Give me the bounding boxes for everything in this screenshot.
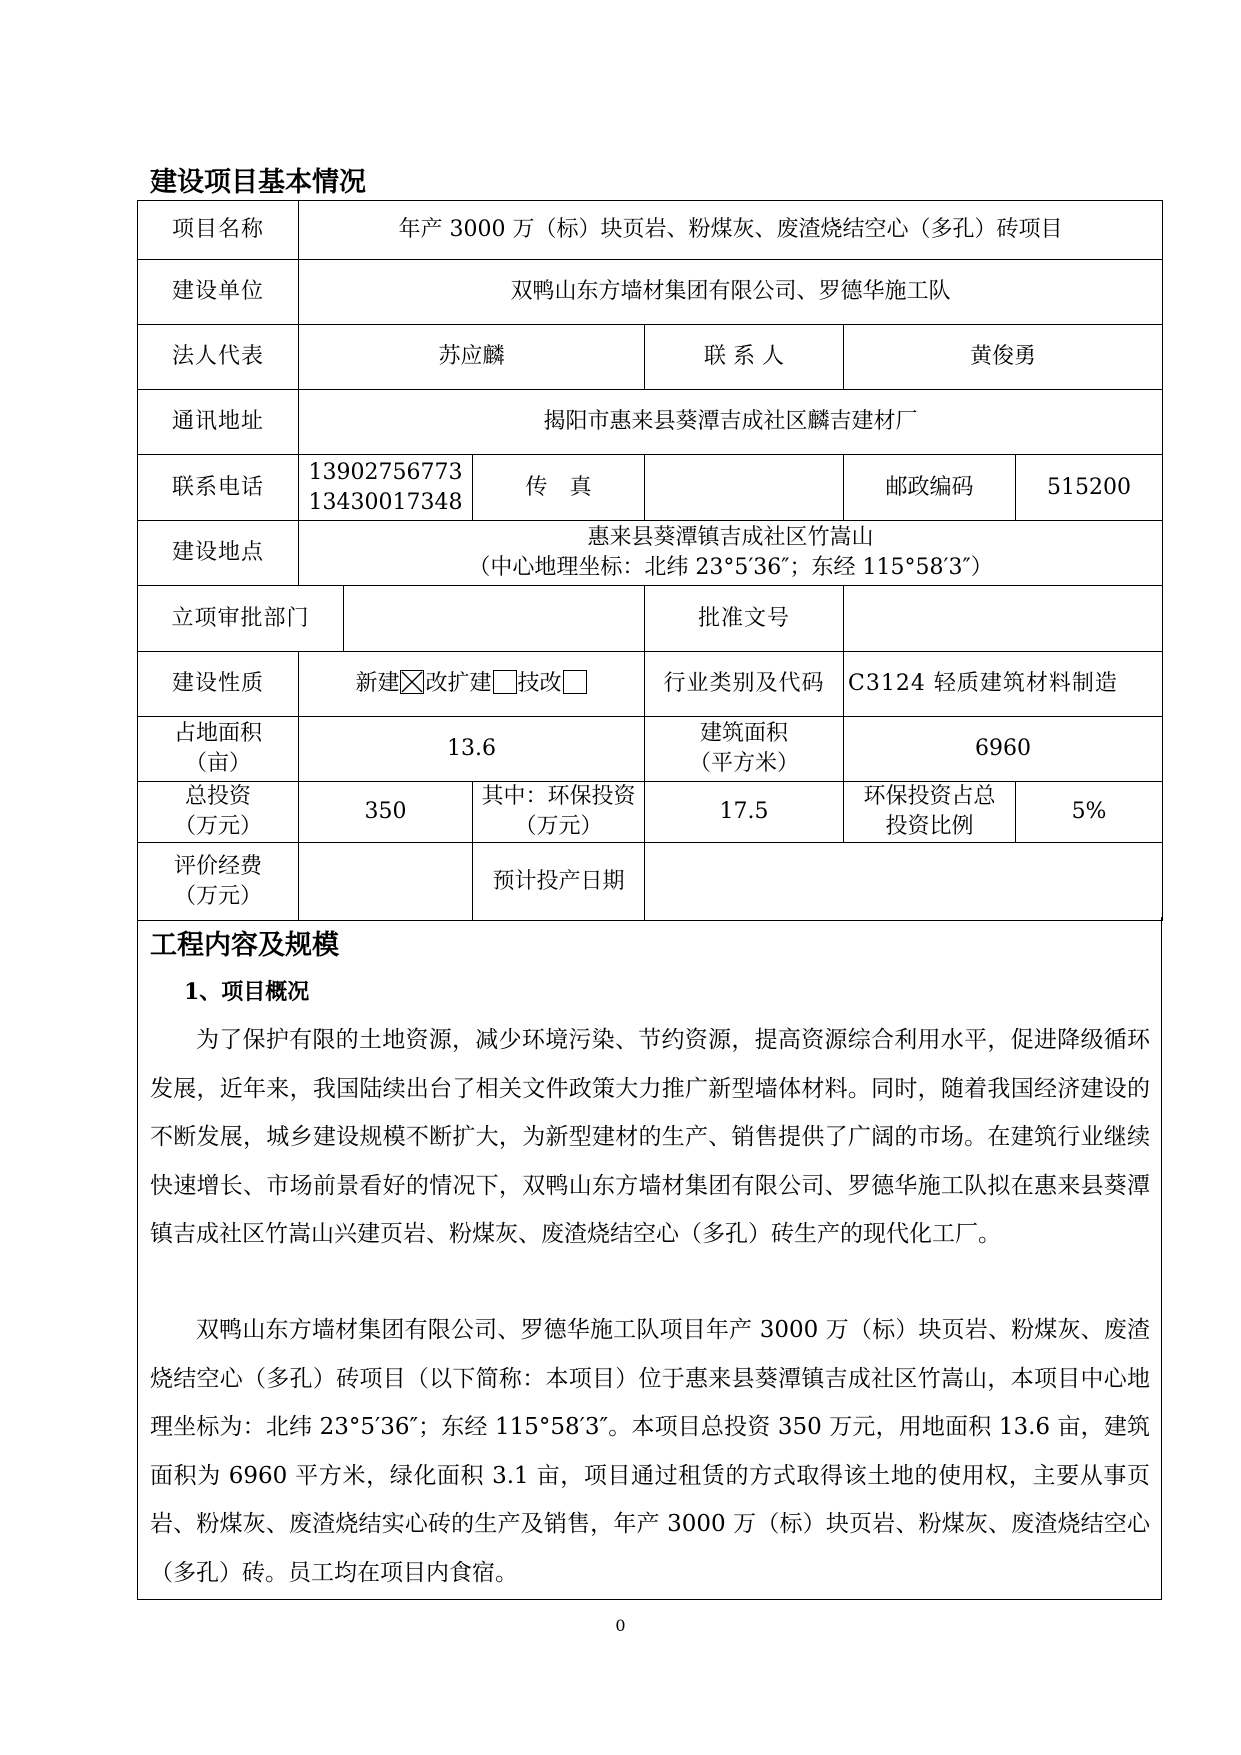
fax-value: [645, 455, 844, 521]
nature-label: 建设性质: [138, 652, 299, 717]
content-subtitle: 1、项目概况: [184, 979, 310, 1005]
prod-date-value: [645, 843, 1163, 921]
project-name-value: 年产 3000 万（标）块页岩、粉煤灰、废渣烧结空心（多孔）砖项目: [299, 201, 1163, 260]
nature-options: [299, 652, 645, 717]
env-invest-label-1: 其中：环保投资: [481, 784, 636, 809]
env-invest-value: 17.5: [645, 782, 844, 843]
land-area-label-1: 占地面积: [173, 721, 262, 746]
land-area-label-2: （亩）: [184, 751, 251, 776]
env-ratio-label-2: 投资比例: [885, 814, 974, 839]
invest-label: [138, 782, 299, 843]
phone-1: 13902756773: [308, 459, 463, 485]
industry-label: 行业类别及代码: [645, 652, 844, 717]
env-ratio-label-1: 环保投资占总: [863, 784, 996, 809]
overview-paragraph-2: 双鸭山东方墙材集团有限公司、罗德华施工队项目年产 3000 万（标）块页岩、粉煤灰、废渣烧结空心（多孔）砖项目（以下简称：本项目）位于惠来县葵潭镇吉成社区竹嵩山，本项目中心地理坐标为：北纬 23°5′36″；东经 115°58′3″。本项目总投资 350 万元，用地面积 13.6 亩，建筑面积为 6960 平方米，绿化面积 3.1 亩，项目通过租赁的方式取得该土地的使用权，主要从事页岩、粉煤灰、废渣烧结实心砖的生产及销售，年产 3000 万（标）块页岩、粉煤灰、废渣烧结空心（多孔）砖。员工均在项目内食宿。: [150, 1317, 1150, 1586]
fax-label: 传 真: [473, 455, 645, 521]
floor-area-label: [645, 717, 844, 782]
content-title: 工程内容及规模: [150, 930, 339, 961]
overview-paragraph-1: 为了保护有限的土地资源，减少环境污染、节约资源，提高资源综合利用水平，促进降级循环发展，近年来，我国陆续出台了相关文件政策大力推广新型墙体材料。同时，随着我国经济建设的不断发展，城乡建设规模不断扩大，为新型建材的生产、销售提供了广阔的市场。在建筑行业继续快速增长、市场前景看好的情况下，双鸭山东方墙材集团有限公司、罗德华施工队拟在惠来县葵潭镇吉成社区竹嵩山兴建页岩、粉煤灰、废渣烧结空心（多孔）砖生产的现代化工厂。: [150, 1027, 1150, 1247]
eval-fee-label: [138, 843, 299, 921]
approval-dept-value: [344, 586, 645, 652]
approval-no-value: [844, 586, 1163, 652]
invest-label-1: 总投资: [184, 784, 251, 809]
contact-label: 联 系 人: [645, 325, 844, 390]
legal-rep-label: 法人代表: [138, 325, 299, 390]
nature-expand-label: 改扩建: [425, 671, 492, 696]
approval-dept-label: 立项审批部门: [138, 586, 344, 652]
env-ratio-value: 5%: [1016, 782, 1163, 843]
phone-value: [299, 455, 473, 521]
approval-no-label: 批准文号: [645, 586, 844, 652]
invest-label-2: （万元）: [173, 814, 262, 839]
site-value: [299, 521, 1163, 586]
legal-rep-value: 苏应麟: [299, 325, 645, 390]
checked-x-icon: [401, 671, 423, 693]
env-ratio-label: [844, 782, 1016, 843]
page-number: 0: [615, 1616, 626, 1635]
site-line-1: 惠来县葵潭镇吉成社区竹嵩山: [587, 525, 874, 550]
address-label: 通讯地址: [138, 390, 299, 455]
builder-label: 建设单位: [138, 260, 299, 325]
builder-value: 双鸭山东方墙材集团有限公司、罗德华施工队: [299, 260, 1163, 325]
address-value: 揭阳市惠来县葵潭吉成社区麟吉建材厂: [299, 390, 1163, 455]
eval-fee-label-1: 评价经费: [173, 853, 262, 879]
floor-area-label-1: 建筑面积: [699, 721, 788, 746]
postcode-label: 邮政编码: [844, 455, 1016, 521]
env-invest-label-2: （万元）: [514, 814, 603, 839]
phone-label: 联系电话: [138, 455, 299, 521]
section-title: 建设项目基本情况: [150, 167, 366, 198]
nature-tech-label: 技改: [517, 671, 562, 696]
project-info-table: [137, 200, 1163, 921]
nature-expand-checkbox[interactable]: [493, 670, 517, 694]
site-line-2: （中心地理坐标：北纬 23°5′36″；东经 115°58′3″）: [468, 555, 993, 580]
project-name-label: 项目名称: [138, 201, 299, 260]
site-label: 建设地点: [138, 521, 299, 586]
nature-new-label: 新建: [355, 671, 400, 696]
land-area-value: 13.6: [299, 717, 645, 782]
land-area-label: [138, 717, 299, 782]
contact-value: 黄俊勇: [844, 325, 1163, 390]
nature-tech-checkbox[interactable]: [563, 670, 587, 694]
floor-area-value: 6960: [844, 717, 1163, 782]
nature-new-checkbox[interactable]: [400, 670, 424, 694]
eval-fee-label-2: （万元）: [173, 883, 262, 909]
invest-value: 350: [299, 782, 473, 843]
postcode-value: 515200: [1016, 455, 1163, 521]
env-invest-label: [473, 782, 645, 843]
eval-fee-value: [299, 843, 473, 921]
prod-date-label: 预计投产日期: [473, 843, 645, 921]
project-content-box: [137, 917, 1162, 1600]
phone-2: 13430017348: [308, 489, 463, 515]
floor-area-label-2: （平方米）: [688, 751, 799, 776]
industry-value: C3124 轻质建筑材料制造: [844, 652, 1163, 717]
